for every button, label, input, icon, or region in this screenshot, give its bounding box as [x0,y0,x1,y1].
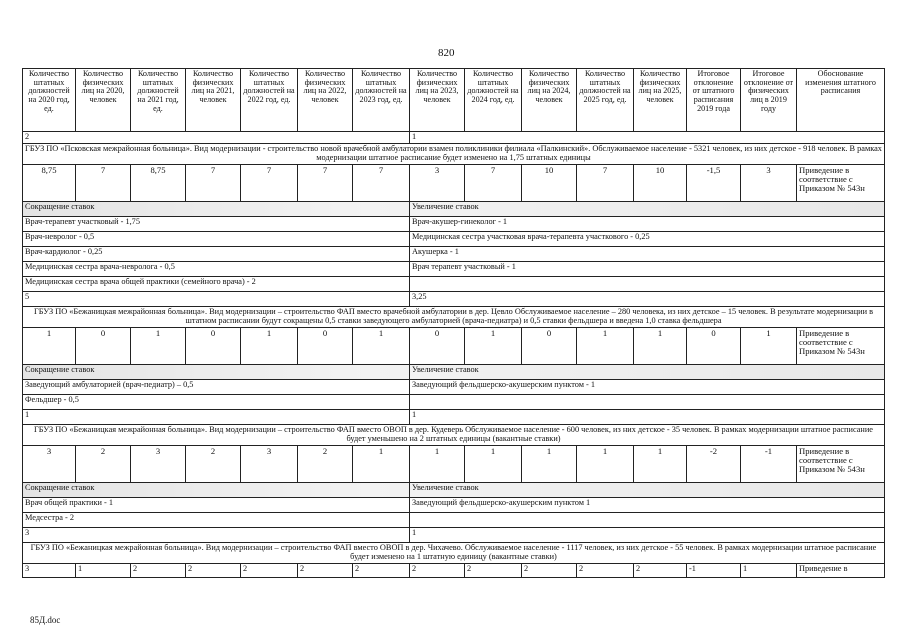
change-row [23,261,885,276]
column-header: Количество физических лиц на 2021, человек [186,69,241,132]
change-row [23,246,885,261]
value-cell: 7 [186,164,241,201]
total-right: 1 [410,527,885,542]
values-row [23,327,885,364]
column-header: Количество штатных должностей на 2020 год, ед. [23,69,76,132]
value-cell: 2 [186,563,241,577]
reduce-label: Сокращение ставок [23,201,410,216]
section-title: ГБУЗ ПО «Бежаницкая межрайонная больница». Вид модернизации – строительство ФАП вместо ОВОП в дер. Кудеверь Обслуживаемое население - 600 человек, из них детское - 35 человек. В рамках модернизации штатное расписание будет уменьшено на 2 штатных единицы (вакантные ставки) [23,424,885,445]
value-cell: -1 [741,445,797,482]
value-cell: 1 [577,445,634,482]
increase-item: Врач терапевт участковый - 1 [410,261,885,276]
reduce-item: Врач-невролог - 0,5 [23,231,410,246]
value-cell: 3 [410,164,465,201]
increase-item [410,276,885,291]
reduce-item: Медсестра - 2 [23,512,410,527]
total-left: 3 [23,527,410,542]
reduce-item: Медицинская сестра врача общей практики (семейного врача) - 2 [23,276,410,291]
value-cell: 2 [577,563,634,577]
reduce-label: Сокращение ставок [23,364,410,379]
value-cell: 2 [410,563,465,577]
reduce-item: Врач-кардиолог - 0,25 [23,246,410,261]
value-cell: 1 [410,445,465,482]
total-right: 1 [410,409,885,424]
reduce-item: Врач-терапевт участковый - 1,75 [23,216,410,231]
value-cell: -2 [687,445,741,482]
value-cell: 2 [241,563,298,577]
change-row [23,379,885,394]
value-cell: 7 [76,164,131,201]
section-total-row [23,527,885,542]
total-right: 3,25 [410,291,885,306]
value-cell: 0 [410,327,465,364]
value-cell: 1 [741,327,797,364]
increase-label: Увеличение ставок [410,201,885,216]
column-header: Итоговое отклонение от штатного расписания 2019 года [687,69,741,132]
value-cell: 1 [465,327,522,364]
header-row [23,69,885,132]
value-cell: 7 [465,164,522,201]
value-cell: 2 [634,563,687,577]
value-cell: 1 [353,445,410,482]
value-cell: 2 [522,563,577,577]
column-header: Итоговое отклонение от физических лиц в 2019 году [741,69,797,132]
change-row [23,276,885,291]
reduce-item: Медицинская сестра врача-невролога - 0,5 [23,261,410,276]
change-row [23,394,885,409]
change-labels-row [23,482,885,497]
column-header: Количество штатных должностей на 2025 год, ед. [577,69,634,132]
column-header: Количество физических лиц на 2024, человек [522,69,577,132]
total-left: 5 [23,291,410,306]
change-row [23,216,885,231]
increase-item: Акушерка - 1 [410,246,885,261]
increase-item: Медицинская сестра участковая врача-терапевта участкового - 0,25 [410,231,885,246]
column-header: Количество физических лиц на 2022, человек [298,69,353,132]
reduce-item: Фельдшер - 0,5 [23,394,410,409]
increase-item: Врач-акушер-гинеколог - 1 [410,216,885,231]
value-cell: 2 [186,445,241,482]
value-cell: 7 [577,164,634,201]
value-cell: 1 [76,563,131,577]
values-row [23,164,885,201]
column-header: Количество физических лиц на 2020, человек [76,69,131,132]
value-cell: 10 [522,164,577,201]
section-title: ГБУЗ ПО «Бежаницкая межрайонная больница». Вид модернизации – строительство ФАП вместо врачебной амбулатории в дер. Цевло Обслуживаемое население – 280 человека, из них детское – 15 человек. В результате модернизации в штатном расписании будут сокращены 0,5 ставки заведующего амбулаторией (врача-педиатра) и 0,5 ставки фельдшера и введена 1,0 ставка фельдшера [23,306,885,327]
change-row [23,497,885,512]
value-cell: 1 [23,327,76,364]
total-left: 2 [23,132,410,144]
value-cell: 1 [634,445,687,482]
change-labels-row [23,201,885,216]
change-row [23,231,885,246]
value-cell: 0 [186,327,241,364]
value-cell: 1 [577,327,634,364]
total-left: 1 [23,409,410,424]
increase-item: Заведующий фельдшерско-акушерским пунктом - 1 [410,379,885,394]
value-cell: 2 [353,563,410,577]
value-cell: 0 [522,327,577,364]
reduce-label: Сокращение ставок [23,482,410,497]
section-title-row [23,424,885,445]
values-row [23,445,885,482]
change-labels-row [23,364,885,379]
value-cell: -1,5 [687,164,741,201]
justification-cell: Приведение в соответствие с Приказом № 543н [797,327,885,364]
value-cell: 3 [23,563,76,577]
value-cell: 2 [131,563,186,577]
file-name-footer: 85Д.doc [30,615,61,625]
column-header: Количество штатных должностей на 2024 год, ед. [465,69,522,132]
increase-item [410,394,885,409]
value-cell: 3 [131,445,186,482]
column-header: Количество штатных должностей на 2022 год, ед. [241,69,298,132]
value-cell: 2 [298,445,353,482]
column-header: Количество физических лиц на 2025, человек [634,69,687,132]
value-cell: 0 [687,327,741,364]
value-cell: 3 [241,445,298,482]
value-cell: 2 [76,445,131,482]
value-cell: 1 [241,327,298,364]
column-header: Обоснование изменения штатного расписания [797,69,885,132]
increase-item: Заведующий фельдшерско-акушерским пунктом 1 [410,497,885,512]
reduce-item: Врач общей практики - 1 [23,497,410,512]
page-number: 820 [438,47,455,59]
column-header: Количество штатных должностей на 2021 год, ед. [131,69,186,132]
section-title-row [23,143,885,164]
value-cell: 7 [353,164,410,201]
value-cell: -1 [687,563,741,577]
section-total-row [23,409,885,424]
value-cell: 3 [23,445,76,482]
increase-item [410,512,885,527]
section-title: ГБУЗ ПО «Бежаницкая межрайонная больница». Вид модернизации – строительство ФАП вместо ОВОП в дер. Чихачево. Обслуживаемое население - 1117 человек, из них детское - 55 человек. В рамках модернизации штатное расписание будет изменено на 1 штатную единицу (вакантные ставки) [23,542,885,563]
value-cell: 1 [634,327,687,364]
justification-cell: Приведение в соответствие с Приказом № 543н [797,164,885,201]
value-cell: 2 [465,563,522,577]
value-cell: 1 [741,563,797,577]
change-row [23,512,885,527]
total-right: 1 [410,132,885,144]
section-title: ГБУЗ ПО «Псковская межрайонная больница». Вид модернизации - строительство новой врачебной амбулатории взамен поликлиники филиала «Палкинский». Обслуживаемое население - 5321 человек, из них детское - 918 человек. В рамках модернизации штатное расписание будет изменено на 1,75 штатных единицы [23,143,885,164]
column-header: Количество физических лиц на 2023, человек [410,69,465,132]
value-cell: 8,75 [23,164,76,201]
value-cell: 1 [465,445,522,482]
value-cell: 0 [298,327,353,364]
reduce-item: Заведующий амбулаторией (врач-педиатр) – 0,5 [23,379,410,394]
value-cell: 8,75 [131,164,186,201]
section-title-row [23,306,885,327]
value-cell: 2 [298,563,353,577]
value-cell: 7 [241,164,298,201]
value-cell: 3 [741,164,797,201]
column-header: Количество штатных должностей на 2023 год, ед. [353,69,410,132]
increase-label: Увеличение ставок [410,482,885,497]
value-cell: 1 [522,445,577,482]
value-cell: 10 [634,164,687,201]
section-title-row [23,542,885,563]
values-row [23,563,885,577]
value-cell: 7 [298,164,353,201]
staffing-table [22,68,885,578]
value-cell: 1 [131,327,186,364]
increase-label: Увеличение ставок [410,364,885,379]
top-total-row [23,132,885,144]
value-cell: 0 [76,327,131,364]
justification-cell: Приведение в соответствие с Приказом № 543н [797,445,885,482]
justification-cell: Приведение в [797,563,885,577]
value-cell: 1 [353,327,410,364]
section-total-row [23,291,885,306]
